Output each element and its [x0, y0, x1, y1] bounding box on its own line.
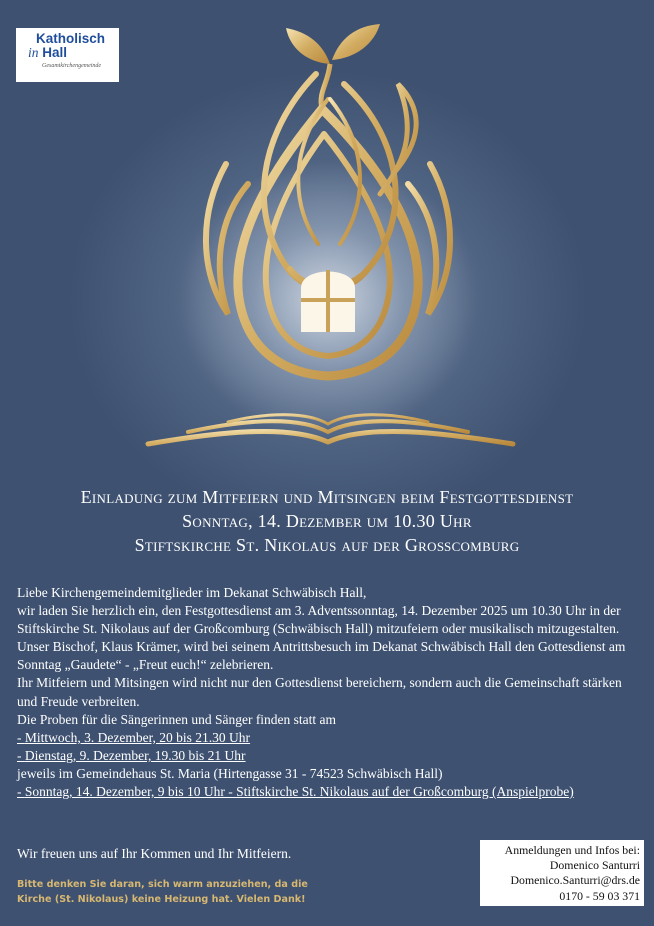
note-line-1: Bitte denken Sie daran, sich warm anzuziehen, da die [17, 879, 308, 890]
rehearsal-1: Mittwoch, 3. Dezember, 20 bis 21.30 Uhr [24, 729, 251, 745]
paragraph-bishop: Unser Bischof, Klaus Krämer, wird bei seinem Antrittsbesuch im Dekanat Schwäbisch Hall den Gottesdienst am Sonntag „Gaudete“ - „Freut euch!“ zelebrieren. [17, 639, 626, 673]
contact-name: Domenico Santurri [549, 858, 640, 873]
rehearsal-item [17, 729, 645, 747]
rehearsal-2: Dienstag, 9. Dezember, 19.30 bis 21 Uhr [24, 747, 246, 763]
flame-book-emblem-icon [118, 14, 538, 474]
heading-date: Sonntag, 14. Dezember um 10.30 Uhr [182, 511, 472, 531]
rehearsal-dash: - [17, 729, 25, 745]
warm-clothing-note [17, 877, 317, 907]
paragraph-invite: wir laden Sie herzlich ein, den Festgottesdienst am 3. Adventssonntag, 14. Dezember 2025 um 10.30 Uhr in der Stiftskirche St. Nikolaus auf der Großcomburg (Schwäbisch Hall) mitzufeiern oder musikalisch mitzugestalten. [17, 603, 621, 637]
rehearsal-item [17, 783, 645, 801]
logo-in: in [28, 45, 39, 60]
contact-phone[interactable]: 0170 - 59 03 371 [559, 888, 640, 903]
logo-katholisch-in-hall [16, 28, 119, 82]
heading-location: Stiftskirche St. Nikolaus auf der Großcomburg [134, 535, 520, 555]
rehearsal-3: Sonntag, 14. Dezember, 9 bis 10 Uhr - Stiftskirche St. Nikolaus auf der Großcomburg (Anspielprobe) [24, 784, 574, 800]
rehearsal-location: jeweils im Gemeindehaus St. Maria (Hirtengasse 31 - 74523 Schwäbisch Hall) [17, 765, 443, 781]
contact-heading: Anmeldungen und Infos bei: [504, 843, 640, 857]
heading-invitation: Einladung zum Mitfeiern und Mitsingen beim Festgottesdienst [80, 487, 574, 507]
contact-box [480, 840, 644, 906]
invitation-headings [0, 485, 654, 557]
rehearsal-dash: - [17, 784, 25, 800]
paragraph-rehearsals: Die Proben für die Sängerinnen und Sänger finden statt am [17, 711, 337, 727]
paragraph-community: Ihr Mitfeiern und Mitsingen wird nicht nur den Gottesdienst bereichern, sondern auch die Gemeinschaft stärken und Freude verbreiten. [17, 675, 622, 709]
rehearsal-item [17, 747, 645, 765]
logo-line-1: Katholisch [36, 31, 106, 46]
contact-email[interactable]: Domenico.Santurri@drs.de [510, 873, 640, 888]
invitation-body [17, 584, 645, 801]
note-line-2: Kirche (St. Nikolaus) keine Heizung hat. Vielen Dank! [17, 894, 306, 905]
rehearsal-dash: - [17, 747, 25, 763]
greeting: Liebe Kirchengemeindemitglieder im Dekanat Schwäbisch Hall, [17, 585, 367, 600]
logo-hall: Hall [42, 45, 68, 60]
logo-line-2 [28, 46, 113, 60]
logo-line-3: Gesamtkirchengemeinde [42, 63, 102, 69]
closing-sentence: Wir freuen uns auf Ihr Kommen und Ihr Mitfeiern. [17, 846, 292, 861]
